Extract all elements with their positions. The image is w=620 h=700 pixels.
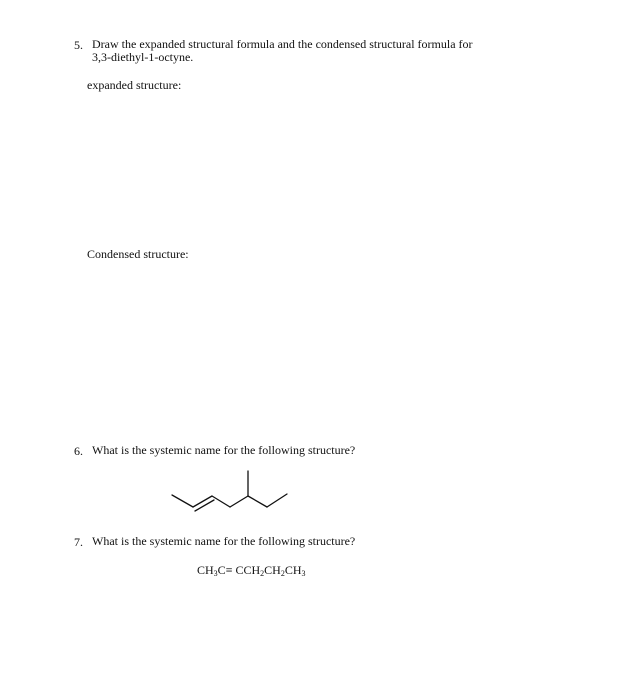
bond-5 — [248, 496, 267, 507]
formula-sub-3: 2 — [280, 569, 285, 578]
question-5-line-1: Draw the expanded structural formula and the condensed structural formula for — [92, 37, 473, 51]
double-bond-main — [193, 496, 212, 507]
skeletal-structure-diagram — [160, 462, 300, 522]
condensed-formula — [197, 563, 306, 578]
formula-part-3: CCH — [232, 563, 261, 577]
formula-sub-2: 2 — [260, 569, 265, 578]
formula-part-1: CH — [197, 563, 214, 577]
formula-part-5: CH — [284, 563, 302, 577]
question-6-number: 6. — [74, 444, 83, 458]
question-5-line-2: 3,3-diethyl-1-octyne. — [92, 50, 194, 64]
expanded-structure-label: expanded structure: — [87, 78, 182, 92]
bond-1 — [172, 495, 193, 507]
formula-sub-1: 3 — [213, 569, 218, 578]
triple-bond-symbol: ≡ — [225, 563, 233, 577]
condensed-structure-label: Condensed structure: — [87, 247, 189, 261]
bond-3 — [212, 496, 230, 507]
bond-6 — [267, 494, 287, 507]
question-7-text: What is the systemic name for the following structure? — [92, 534, 356, 548]
question-6-text: What is the systemic name for the following structure? — [92, 443, 356, 457]
double-bond-second — [195, 500, 214, 511]
question-5-number: 5. — [74, 38, 83, 52]
formula-part-4: CH — [264, 563, 281, 577]
question-5-text — [92, 38, 473, 64]
bond-4 — [230, 496, 248, 507]
question-7-number: 7. — [74, 535, 83, 549]
formula-part-2: C — [217, 563, 226, 577]
formula-sub-4: 3 — [301, 569, 306, 578]
